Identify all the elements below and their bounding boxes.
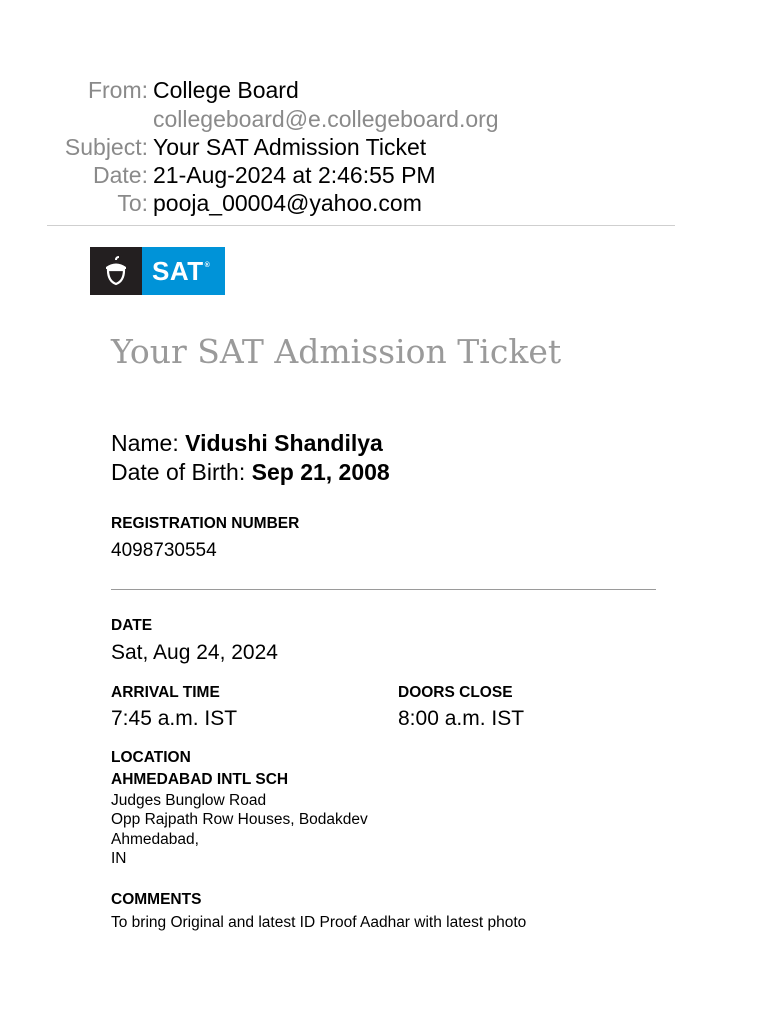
date-section-label: DATE <box>111 617 153 634</box>
dob-value: Sep 21, 2008 <box>251 459 390 485</box>
comments-text: To bring Original and latest ID Proof Aadhar with latest photo <box>111 914 527 931</box>
name-label: Name: <box>111 430 179 456</box>
address-line: IN <box>111 850 127 867</box>
date-label: Date: <box>93 162 148 188</box>
to-label: To: <box>117 190 148 216</box>
test-date: Sat, Aug 24, 2024 <box>111 641 278 664</box>
arrival-label: ARRIVAL TIME <box>111 684 220 701</box>
comments-label: COMMENTS <box>111 891 202 908</box>
address-line: Judges Bunglow Road <box>111 792 267 809</box>
sat-logo <box>90 247 225 295</box>
sat-wordmark-text: SAT <box>152 255 204 286</box>
registration-number: 4098730554 <box>111 540 217 561</box>
arrival-time: 7:45 a.m. IST <box>111 707 238 730</box>
doors-label: DOORS CLOSE <box>398 684 513 701</box>
sat-wordmark <box>142 247 225 295</box>
doors-time: 8:00 a.m. IST <box>398 707 525 730</box>
from-label: From: <box>87 77 148 103</box>
registered-mark: ® <box>204 261 211 269</box>
subject-value: Your SAT Admission Ticket <box>153 134 427 160</box>
address-line: Ahmedabad, <box>111 831 199 848</box>
from-email[interactable]: collegeboard@e.collegeboard.org <box>153 106 499 132</box>
dob-line <box>111 459 390 486</box>
acorn-icon <box>90 247 142 295</box>
location-label: LOCATION <box>111 749 191 766</box>
to-value[interactable]: pooja_00004@yahoo.com <box>153 190 422 216</box>
ticket-title: Your SAT Admission Ticket <box>111 332 562 371</box>
registration-label: REGISTRATION NUMBER <box>111 515 300 532</box>
dob-label: Date of Birth: <box>111 459 246 485</box>
date-value: 21-Aug-2024 at 2:46:55 PM <box>153 162 436 188</box>
location-name: AHMEDABAD INTL SCH <box>111 771 289 788</box>
header-divider <box>47 225 675 226</box>
from-name: College Board <box>153 77 299 103</box>
subject-label: Subject: <box>64 134 148 160</box>
name-line <box>111 430 383 457</box>
student-name: Vidushi Shandilya <box>185 430 383 456</box>
address-line: Opp Rajpath Row Houses, Bodakdev <box>111 811 368 828</box>
section-divider <box>111 589 656 590</box>
